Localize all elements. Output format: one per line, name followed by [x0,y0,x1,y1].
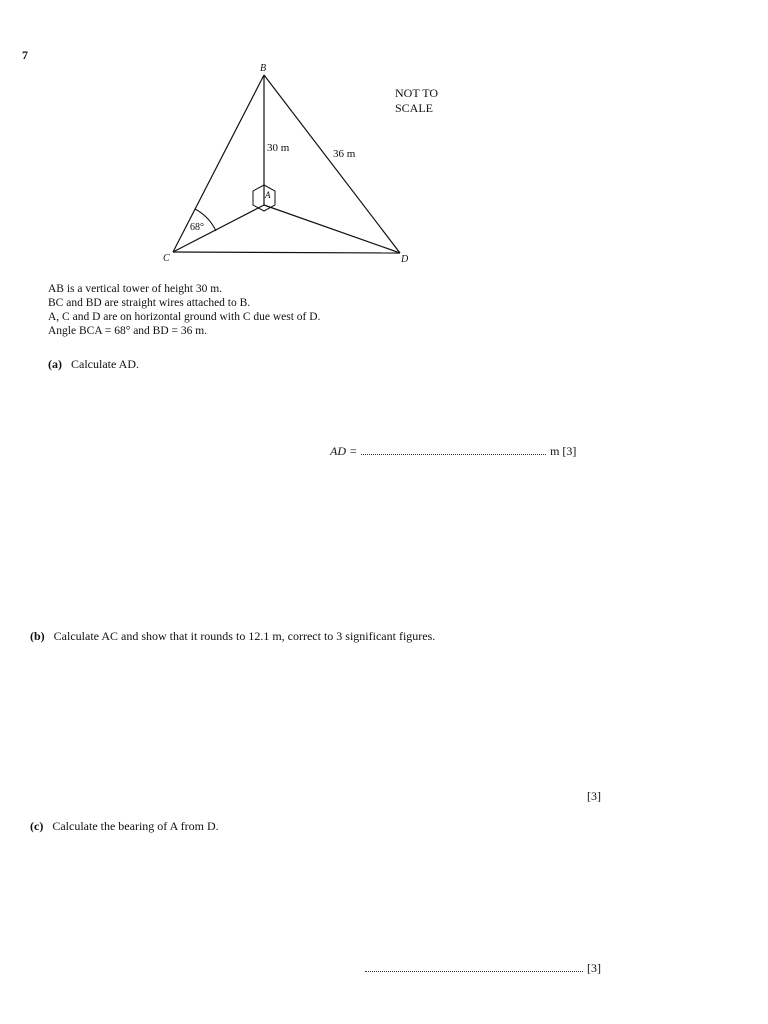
point-label-d: D [401,254,409,265]
point-label-a: A [265,190,271,200]
part-b-label: (b) [30,629,45,643]
question-number: 7 [22,48,28,62]
part-a-answer-line [330,444,576,459]
part-a-text: Calculate AD. [71,357,139,371]
info-line-3: A, C and D are on horizontal ground with C due west of D. [48,311,321,323]
part-a-answer-field[interactable] [361,454,546,455]
part-c-label: (c) [30,819,44,833]
part-b-question [30,629,435,644]
part-a-answer-suffix: m [3] [550,444,577,458]
part-c-question [30,819,219,834]
part-c-answer-line [365,961,601,976]
tower-diagram [0,0,768,300]
ground-ca [173,205,264,252]
point-label-c: C [163,253,170,264]
wire-bc [173,75,264,252]
info-line-1: AB is a vertical tower of height 30 m. [48,283,223,295]
wire-bd [264,75,400,253]
label-ab-length: 30 m [267,142,290,154]
label-bd-length: 36 m [333,148,356,160]
label-angle-c: 68° [190,222,204,233]
part-c-text: Calculate the bearing of A from D. [52,819,219,833]
part-c-answer-field[interactable] [365,971,583,972]
point-label-b: B [260,63,267,74]
info-line-2: BC and BD are straight wires attached to B. [48,297,251,309]
part-a-question [48,357,139,372]
not-to-scale-line2: SCALE [395,101,434,115]
ground-cd [173,252,400,253]
part-a-label: (a) [48,357,62,371]
part-a-answer-prefix: AD = [330,444,358,458]
info-line-4: Angle BCA = 68° and BD = 36 m. [48,325,208,337]
part-b-text: Calculate AC and show that it rounds to 12.1 m, correct to 3 significant figures. [53,629,436,643]
part-b-marks: [3] [587,789,601,803]
not-to-scale-line1: NOT TO [395,86,439,100]
ground-ad [264,205,400,253]
part-c-marks: [3] [587,961,601,975]
